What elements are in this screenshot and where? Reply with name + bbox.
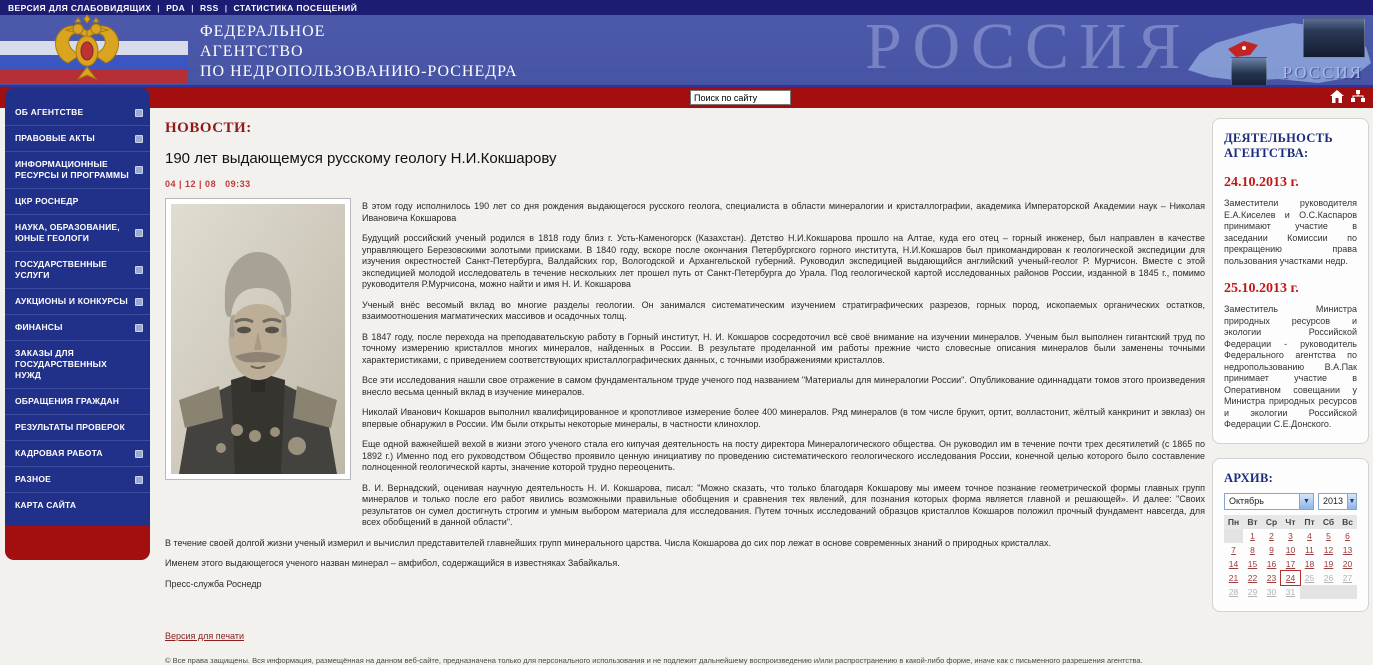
calendar-day-disabled: 28 xyxy=(1228,586,1239,597)
calendar-day[interactable] xyxy=(1243,529,1262,543)
sidebar-item[interactable] xyxy=(5,289,150,315)
expand-square-icon[interactable] xyxy=(135,476,143,484)
sidebar-item[interactable] xyxy=(5,493,150,518)
weekday-header: Сб xyxy=(1319,515,1338,529)
calendar-day[interactable] xyxy=(1243,571,1262,585)
expand-square-icon[interactable] xyxy=(135,135,143,143)
calendar-day-link[interactable]: 6 xyxy=(1345,530,1350,541)
sidebar-item-label: РАЗНОЕ xyxy=(15,474,52,484)
sidebar-item[interactable] xyxy=(5,215,150,252)
sidebar-item-label: НАУКА, ОБРАЗОВАНИЕ, ЮНЫЕ ГЕОЛОГИ xyxy=(15,222,120,243)
sidebar-item-label: ОБ АГЕНТСТВЕ xyxy=(15,107,84,117)
calendar-day[interactable] xyxy=(1224,557,1243,571)
calendar-day-link[interactable]: 21 xyxy=(1228,572,1239,583)
activity-text: Заместители руководителя Е.А.Киселев и О.С.Каспаров принимают участие в заседании Комиссии по прекращению права пользования участками недр. xyxy=(1224,198,1357,266)
sidebar-item[interactable] xyxy=(5,100,150,126)
expand-square-icon[interactable] xyxy=(135,298,143,306)
calendar-day-link[interactable]: 7 xyxy=(1231,544,1236,555)
activity-text: Заместитель Министра природных ресурсов и экологии Российской Федерации - руководитель Федерального агентства по недропользованию В.А.Пак принимает участие в Оперативном совещании у Министра природных ресурсов и экологии Российской Федерации С.Е.Донского. xyxy=(1224,304,1357,429)
calendar-day-link[interactable]: 16 xyxy=(1266,558,1277,569)
calendar-day-link[interactable]: 3 xyxy=(1288,530,1293,541)
article-paragraph: Все эти исследования нашли свое отражение в самом фундаментальном труде ученого под названием "Материалы для минералогии России". Опубликование одиннадцати томов этого произведения внесло весьма ценный вклад в изучение минералов. xyxy=(362,375,1205,397)
calendar-day-disabled: 27 xyxy=(1342,572,1353,583)
calendar-day-link[interactable]: 18 xyxy=(1304,558,1315,569)
expand-square-icon[interactable] xyxy=(135,324,143,332)
copyright-text: © Все права защищены. Вся информация, размещённая на данном веб-сайте, предназначена только для персонального использования и не подлежит дальнейшему воспроизведению и/или распространению в какой-либо форме, иначе как с письменного разрешения агентства. xyxy=(165,655,1143,665)
calendar-empty-cell xyxy=(1224,529,1243,543)
article-time: 09:33 xyxy=(225,179,251,189)
news-section-title: НОВОСТИ: xyxy=(165,120,252,136)
sidebar-menu xyxy=(5,88,150,526)
calendar-day[interactable] xyxy=(1262,543,1281,557)
weekday-header: Вс xyxy=(1338,515,1357,529)
article-paragraph: Еще одной важнейшей вехой в жизни этого ученого стала его кипучая деятельность на посту директора Минералогического общества. Он руководил им в течение почти трех десятилетий (с 1865 по 1892 г.) Именно под его руководством Общество проявило ценную инициативу по проведению систематического геологического исследования России, конечной целью которого было составление полноценной геологической карты, значение которой трудно переоценить. xyxy=(362,439,1205,472)
sidebar-item[interactable] xyxy=(5,315,150,341)
calendar-day-link[interactable]: 17 xyxy=(1285,558,1296,569)
sidebar-item[interactable] xyxy=(5,415,150,441)
weekday-header: Вт xyxy=(1243,515,1262,529)
calendar-day-disabled: 29 xyxy=(1247,586,1258,597)
calendar-day-disabled: 26 xyxy=(1323,572,1334,583)
sidebar-item[interactable] xyxy=(5,152,150,189)
calendar-day[interactable] xyxy=(1262,571,1281,585)
calendar-day-link[interactable]: 1 xyxy=(1250,530,1255,541)
calendar-day[interactable] xyxy=(1281,529,1300,543)
sidebar-item[interactable] xyxy=(5,126,150,152)
agency-name: ФЕДЕРАЛЬНОЕ АГЕНТСТВО ПО НЕДРОПОЛЬЗОВАНИЮ-РОСНЕДРА xyxy=(200,23,518,80)
sidebar-item-label: ПРАВОВЫЕ АКТЫ xyxy=(15,133,95,143)
weekday-header: Ср xyxy=(1262,515,1281,529)
sidebar-footer-band xyxy=(5,526,150,560)
calendar-day[interactable] xyxy=(1281,543,1300,557)
calendar-day-link[interactable]: 8 xyxy=(1250,544,1255,555)
article-paragraph: Ученый внёс весомый вклад во многие разделы геологии. Он занимался систематическим изучением стратиграфических разрезов, горных пород, ископаемых органических остатков, взаимоотношения магматических массивов и осадочных толщ. xyxy=(362,299,1205,321)
sidebar-item-label: ЗАКАЗЫ ДЛЯ ГОСУДАРСТВЕННЫХ НУЖД xyxy=(15,348,108,380)
calendar-day[interactable] xyxy=(1338,557,1357,571)
archive-title: АРХИВ: xyxy=(1224,470,1274,485)
search-input[interactable] xyxy=(690,90,791,105)
calendar-day-link[interactable]: 14 xyxy=(1228,558,1239,569)
article-paragraph: Николай Иванович Кокшаров выполнил квалифицированное и кропотливое измерение более 400 минералов. Ряд минералов (в том числе брукит, ортит, волластонит, жёлтый канкринит и эвклаз) он впервые обнаружил в России. Им были открыты некоторые минералы, в частности клинохлор. xyxy=(362,407,1205,429)
year-dropdown-arrow-icon[interactable]: ▼ xyxy=(1347,494,1356,509)
russia-map-graphic xyxy=(1188,15,1373,85)
right-column xyxy=(1212,118,1369,626)
article-paragraph: В этом году исполнилось 190 лет со дня рождения выдающегося русского геолога, специалиста в области минералогии и кристаллографии, академика Императорской Академии наук – Николая Ивановича Кокшарова xyxy=(362,201,1205,223)
article-paragraph: В 1847 году, после перехода на преподавательскую работу в Горный институт, Н. И. Кокшаров сосредоточил всё своё внимание на изучении минералов. Ученым был выполнен гигантский труд по точному измерению кристаллов многих минералов, найденных в России. В результате проделанной им работы прежние чисто словесные описания минералов были заменены точными характеристиками, с приведением соответствующих кристаллографических данных, с точными изображениями кристаллов. xyxy=(362,331,1205,365)
sidebar-item[interactable] xyxy=(5,467,150,493)
calendar-day-link[interactable]: 23 xyxy=(1266,572,1277,583)
calendar-day-link[interactable]: 4 xyxy=(1307,530,1312,541)
calendar-day-disabled: 25 xyxy=(1304,572,1315,583)
sidebar xyxy=(5,88,150,560)
archive-calendar xyxy=(1224,515,1357,599)
sidebar-item[interactable] xyxy=(5,189,150,215)
month-dropdown-arrow-icon[interactable]: ▼ xyxy=(1299,494,1313,509)
search-band xyxy=(0,85,1373,108)
weekday-header: Пт xyxy=(1300,515,1319,529)
calendar-day[interactable] xyxy=(1243,557,1262,571)
calendar-day[interactable] xyxy=(1300,543,1319,557)
month-select[interactable]: Октябрь ▼ xyxy=(1224,493,1314,510)
calendar-day[interactable] xyxy=(1319,543,1338,557)
agency-activity-box xyxy=(1212,118,1369,444)
calendar-day[interactable] xyxy=(1300,529,1319,543)
calendar-day[interactable] xyxy=(1224,543,1243,557)
calendar-day-disabled: 30 xyxy=(1266,586,1277,597)
calendar-day-link[interactable]: 20 xyxy=(1342,558,1353,569)
calendar-day[interactable] xyxy=(1262,557,1281,571)
print-version-link[interactable]: Версия для печати xyxy=(165,630,245,641)
article-title: 190 лет выдающемуся русскому геологу Н.И.Кокшарову xyxy=(165,150,557,167)
archive-box xyxy=(1212,458,1369,612)
sidebar-item-label: КАДРОВАЯ РАБОТА xyxy=(15,448,103,458)
article-paragraph: В. И. Вернадский, оценивая научную деятельность Н. И. Кокшарова, писал: "Можно сказать, что только благодаря Кокшарову мы имеем точное познание геометрической формы главных групп минералов и только после его работ явились возможными правильные обобщения и сравнения тех явлений, для познания которых форма является главной и решающей». И далее: "Своих результатов он сумел достигнуть строгим и умным выбором материала для исследования. Путем точных исследований образцов кристаллов Кокшаров положил прочный фундамент навсегда, для всех обобщений в данной области". xyxy=(362,482,1205,527)
expand-square-icon[interactable] xyxy=(135,266,143,274)
calendar-day[interactable] xyxy=(1243,543,1262,557)
sidebar-item[interactable] xyxy=(5,252,150,289)
calendar-day-link[interactable]: 9 xyxy=(1269,544,1274,555)
main-content xyxy=(165,120,1205,665)
coat-of-arms-eagle-icon xyxy=(52,17,122,88)
topbar-link[interactable]: PDA xyxy=(166,2,186,13)
calendar-empty-cell xyxy=(1338,585,1357,599)
calendar-day-link[interactable]: 15 xyxy=(1247,558,1258,569)
calendar-empty-cell xyxy=(1300,585,1319,599)
calendar-day-link[interactable]: 19 xyxy=(1323,558,1334,569)
activity-date: 24.10.2013 г. xyxy=(1224,175,1299,190)
russia-watermark: РОССИЯ xyxy=(865,10,1191,83)
calendar-day-link[interactable]: 22 xyxy=(1247,572,1258,583)
sidebar-item-label: РЕЗУЛЬТАТЫ ПРОВЕРОК xyxy=(15,422,126,432)
article-date: 04 | 12 | 08 xyxy=(165,179,217,189)
header-photo-rig xyxy=(1303,18,1365,58)
calendar-day-disabled: 31 xyxy=(1285,586,1296,597)
sidebar-item-label: ИНФОРМАЦИОННЫЕ РЕСУРСЫ И ПРОГРАММЫ xyxy=(15,159,129,180)
sidebar-item-label: ФИНАНСЫ xyxy=(15,322,63,332)
sidebar-item-label: КАРТА САЙТА xyxy=(15,500,77,510)
calendar-empty-cell xyxy=(1319,585,1338,599)
calendar-day[interactable] xyxy=(1224,571,1243,585)
sidebar-item-label: ОБРАЩЕНИЯ ГРАЖДАН xyxy=(15,396,120,406)
home-icon[interactable] xyxy=(1330,90,1344,103)
calendar-day-link[interactable]: 11 xyxy=(1305,544,1314,555)
sidebar-item[interactable] xyxy=(5,441,150,467)
activity-title: ДЕЯТЕЛЬНОСТЬ АГЕНТСТВА: xyxy=(1224,131,1333,160)
article-paragraph: Будущий российский ученый родился в 1818 году близ г. Усть-Каменогорск (Казахстан). Детство Н.И.Кокшарова прошло на Алтае, куда его отец – горный инженер, был направлен в качестве управляющего Березовскими золотыми приисками. В 1840 году, вскоре после окончания Петербургского горного института, Н.И.Кокшаров был прикомандирован к геологической экспедиции для изучения окрестностей Санкт-Петербурга, Валдайских гор, Вологодской и Архангельской губерний. Руководил экспедицией выдающийся английский ученый-геолог Р. Мурчисон. Вместе с этой экспедицией молодой исследователь в течение нескольких лет прошел путь от Санкт-Петербурга до Урала. Под геологической картой исследованных районов России, изданной в 1845 г., помимо руководителя Р.Мурчисона, можно найти и имя Н. И. Кокшарова xyxy=(362,233,1205,289)
calendar-day[interactable] xyxy=(1338,529,1357,543)
separator: | xyxy=(157,2,161,13)
calendar-day[interactable] xyxy=(1338,543,1357,557)
expand-square-icon[interactable] xyxy=(135,166,143,174)
calendar-day[interactable] xyxy=(1281,557,1300,571)
article-paragraph: В течение своей долгой жизни ученый измерил и вычислил представителей главнейших групп минерального царства. Числа Кокшарова до сих пор лежат в основе современных знаний о природных кристаллах. xyxy=(165,537,1052,548)
expand-square-icon[interactable] xyxy=(135,229,143,237)
calendar-day-link[interactable]: 2 xyxy=(1269,530,1274,541)
expand-square-icon[interactable] xyxy=(135,450,143,458)
separator: | xyxy=(224,2,228,13)
calendar-day-link[interactable]: 5 xyxy=(1326,530,1331,541)
article-paragraph: Именем этого выдающегося ученого назван минерал – амфибол, содержащийся в известняках Забайкалья. xyxy=(165,558,620,568)
sidebar-item[interactable] xyxy=(5,389,150,415)
topbar-link[interactable]: RSS xyxy=(200,2,219,13)
calendar-day-link[interactable]: 24 xyxy=(1285,572,1296,583)
sitemap-icon[interactable] xyxy=(1351,90,1365,103)
calendar-day-selected[interactable] xyxy=(1281,571,1300,585)
calendar-day[interactable] xyxy=(1300,557,1319,571)
year-select[interactable]: 2013 ▼ xyxy=(1318,493,1357,510)
expand-square-icon[interactable] xyxy=(135,109,143,117)
map-russia-label: РОССИЯ xyxy=(1282,63,1363,82)
portrait-photo xyxy=(165,198,351,480)
topbar-link[interactable]: ВЕРСИЯ ДЛЯ СЛАБОВИДЯЩИХ xyxy=(8,2,152,13)
calendar-day-link[interactable]: 10 xyxy=(1285,544,1296,555)
calendar-day[interactable] xyxy=(1319,557,1338,571)
article-datetime xyxy=(165,179,1205,189)
weekday-header: Пн xyxy=(1224,515,1243,529)
article-signature: Пресс-служба Роснедр xyxy=(165,578,262,589)
calendar-day-link[interactable]: 12 xyxy=(1323,544,1334,555)
calendar-day[interactable] xyxy=(1262,529,1281,543)
sidebar-item-label: ЦКР РОСНЕДР xyxy=(15,196,79,206)
site-header xyxy=(0,10,1373,85)
topbar-link[interactable]: СТАТИСТИКА ПОСЕЩЕНИЙ xyxy=(233,2,358,13)
article-body xyxy=(362,201,1205,529)
sidebar-item-label: АУКЦИОНЫ И КОНКУРСЫ xyxy=(15,296,128,306)
sidebar-item[interactable] xyxy=(5,341,150,389)
sidebar-item-label: ГОСУДАРСТВЕННЫЕ УСЛУГИ xyxy=(15,259,108,280)
weekday-header: Чт xyxy=(1281,515,1300,529)
calendar-day-link[interactable]: 13 xyxy=(1342,544,1353,555)
article-bottom xyxy=(165,538,1205,570)
activity-date: 25.10.2013 г. xyxy=(1224,281,1299,296)
calendar-day[interactable] xyxy=(1319,529,1338,543)
activity-entries xyxy=(1224,175,1357,431)
separator: | xyxy=(191,2,194,13)
